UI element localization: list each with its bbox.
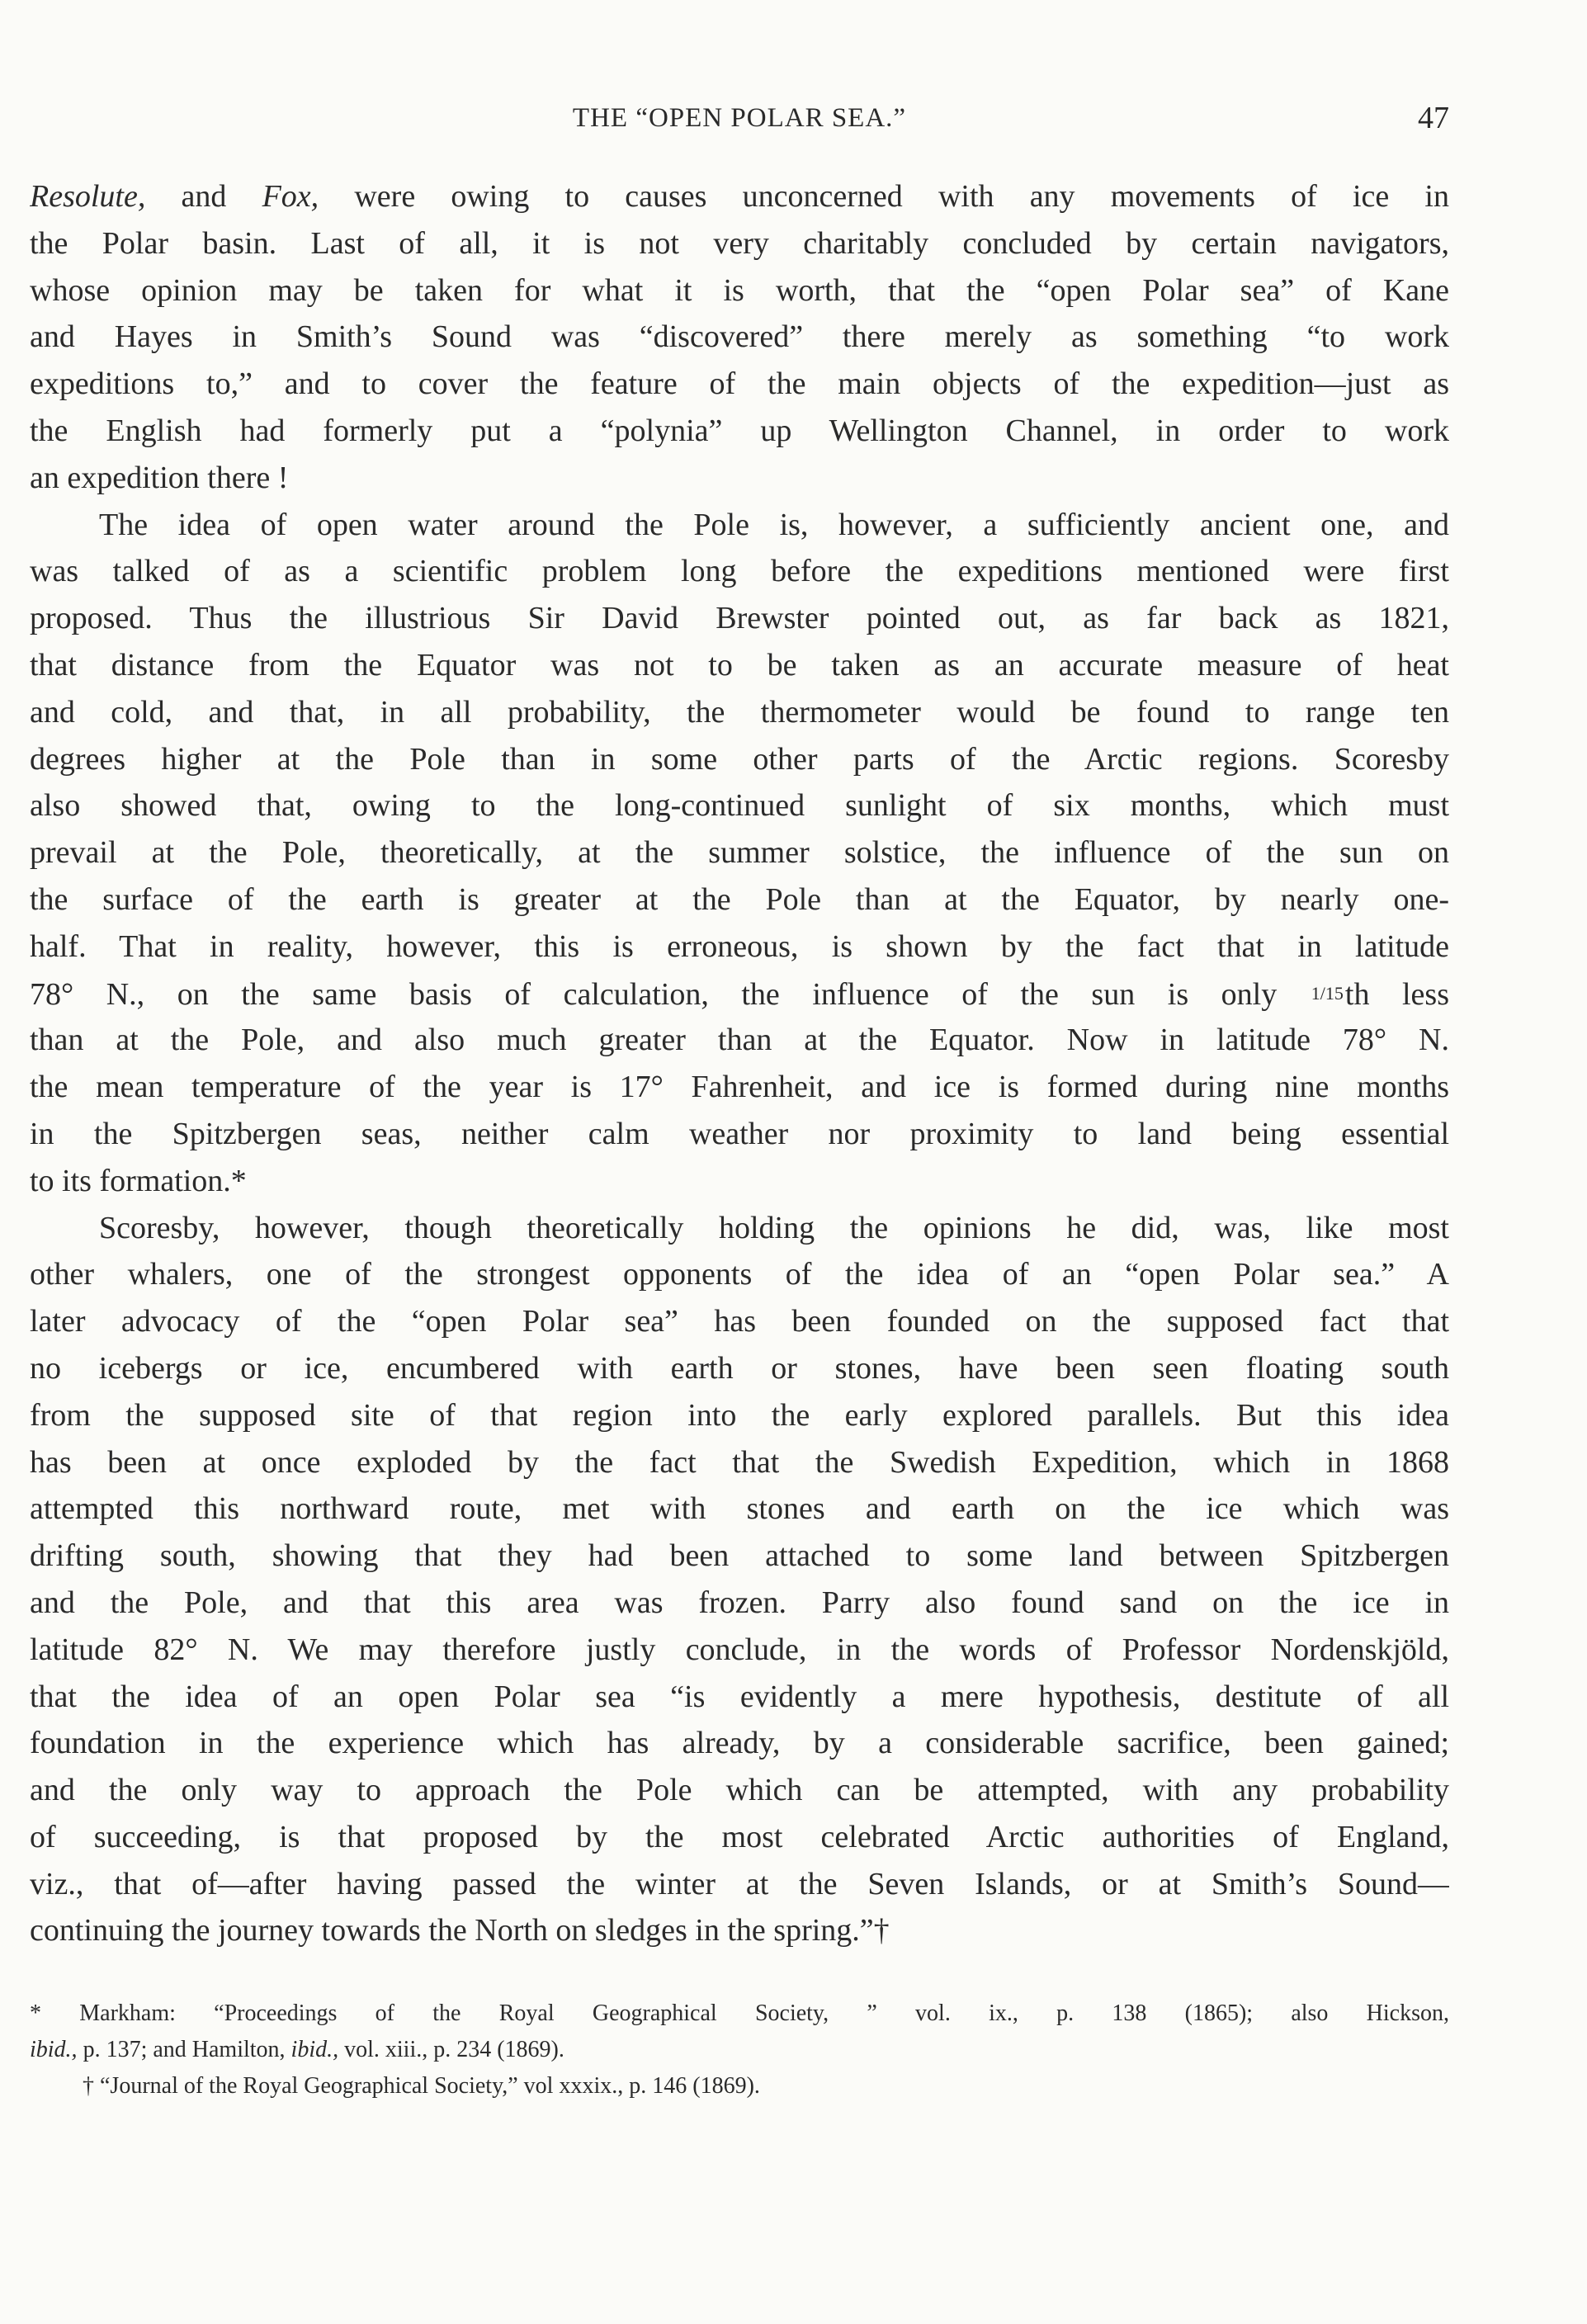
text-line: also showed that, owing to the long-continued sunlight of six months, which must [30, 788, 1449, 824]
text-line: than at the Pole, and also much greater than at the Equator. Now in latitude 78° N. [30, 1023, 1449, 1058]
text-line: the Polar basin. Last of all, it is not very charitably concluded by certain navigators, [30, 225, 1449, 261]
text-line: the surface of the earth is greater at the Pole than at the Equator, by nearly one- [30, 881, 1449, 917]
text-line: latitude 82° N. We may therefore justly conclude, in the words of Professor Nordenskjöld, [30, 1632, 1449, 1667]
ship-name-fox: Fox, [262, 179, 319, 214]
text-line: attempted this northward route, met with stones and earth on the ice which was [30, 1491, 1449, 1527]
text-line: that the idea of an open Polar sea “is evidently a mere hypothesis, destitute of all [30, 1679, 1449, 1714]
footnote-2: † “Journal of the Royal Geographical Society,” vol xxxix., p. 146 (1869). [83, 2073, 760, 2099]
text-line: half. That in reality, however, this is erroneous, is shown by the fact that in latitude [30, 928, 1449, 964]
text-line: 78° N., on the same basis of calculation, the influence of the sun is only 1/15th less [30, 971, 1449, 1018]
text-line: Resolute, and Fox, were owing to causes unconcerned with any movements of ice in [30, 179, 1449, 214]
text-line: the English had formerly put a “polynia” up Wellington Channel, in order to work [30, 413, 1449, 448]
text-line: expeditions to,” and to cover the feature of the main objects of the expedition—just as [30, 366, 1449, 402]
text-line: prevail at the Pole, theoretically, at the summer solstice, the influence of the sun on [30, 835, 1449, 871]
running-head [30, 97, 1449, 139]
paragraph-start: Scoresby, however, though theoretically holding the opinions he did, was, like most [99, 1210, 1449, 1245]
text-line: that distance from the Equator was not to be taken as an accurate measure of heat [30, 647, 1449, 683]
text-line: other whalers, one of the strongest opponents of the idea of an “open Polar sea.” A [30, 1257, 1449, 1292]
text-line: later advocacy of the “open Polar sea” has been founded on the supposed fact that [30, 1304, 1449, 1339]
text-line: to its formation.* [30, 1163, 247, 1198]
running-title: THE “OPEN POLAR SEA.” [572, 103, 907, 133]
text-line: and the only way to approach the Pole which can be attempted, with any probability [30, 1773, 1449, 1808]
paragraph-start: The idea of open water around the Pole is, however, a sufficiently ancient one, and [99, 507, 1449, 542]
text-line: proposed. Thus the illustrious Sir David Brewster pointed out, as far back as 1821, [30, 601, 1449, 636]
body-text [30, 173, 1449, 1954]
text-line: from the supposed site of that region into the early explored parallels. But this idea [30, 1397, 1449, 1433]
text-line: no icebergs or ice, encumbered with earth or stones, have been seen floating south [30, 1350, 1449, 1386]
text-line: continuing the journey towards the North on sledges in the spring.”† [30, 1913, 890, 1948]
text-line: has been at once exploded by the fact that the Swedish Expedition, which in 1868 [30, 1444, 1449, 1480]
text-line: and the Pole, and that this area was frozen. Parry also found sand on the ice in [30, 1585, 1449, 1620]
footnote-1: * Markham: “Proceedings of the Royal Geographical Society, ” vol. ix., p. 138 (1865); also Hickson, [30, 2000, 1449, 2026]
text-line: was talked of as a scientific problem long before the expeditions mentioned were first [30, 554, 1449, 589]
text-line: an expedition there ! [30, 460, 289, 495]
text-line: and Hayes in Smith’s Sound was “discovered” there merely as something “to work [30, 319, 1449, 355]
text-line: in the Spitzbergen seas, neither calm weather nor proximity to land being essential [30, 1116, 1449, 1151]
ship-name-resolute: Resolute, [30, 179, 146, 214]
text-line: viz., that of—after having passed the winter at the Seven Islands, or at Smith’s Sound— [30, 1866, 1449, 1901]
text-line: and cold, and that, in all probability, the thermometer would be found to range ten [30, 694, 1449, 730]
text-line: degrees higher at the Pole than in some other parts of the Arctic regions. Scoresby [30, 741, 1449, 777]
text-line: whose opinion may be taken for what it is worth, that the “open Polar sea” of Kane [30, 272, 1449, 308]
text-line: the mean temperature of the year is 17° Fahrenheit, and ice is formed during nine months [30, 1070, 1449, 1105]
page-number: 47 [1418, 101, 1449, 135]
fraction: 1/15 [1311, 982, 1344, 1004]
footnotes [30, 1996, 1449, 2104]
text-line: drifting south, showing that they had been attached to some land between Spitzbergen [30, 1538, 1449, 1574]
text-line: foundation in the experience which has already, by a considerable sacrifice, been gained; [30, 1726, 1449, 1761]
text-line: of succeeding, is that proposed by the most celebrated Arctic authorities of England, [30, 1819, 1449, 1854]
footnote-1-continued: ibid., p. 137; and Hamilton, ibid., vol. xiii., p. 234 (1869). [30, 2037, 564, 2062]
